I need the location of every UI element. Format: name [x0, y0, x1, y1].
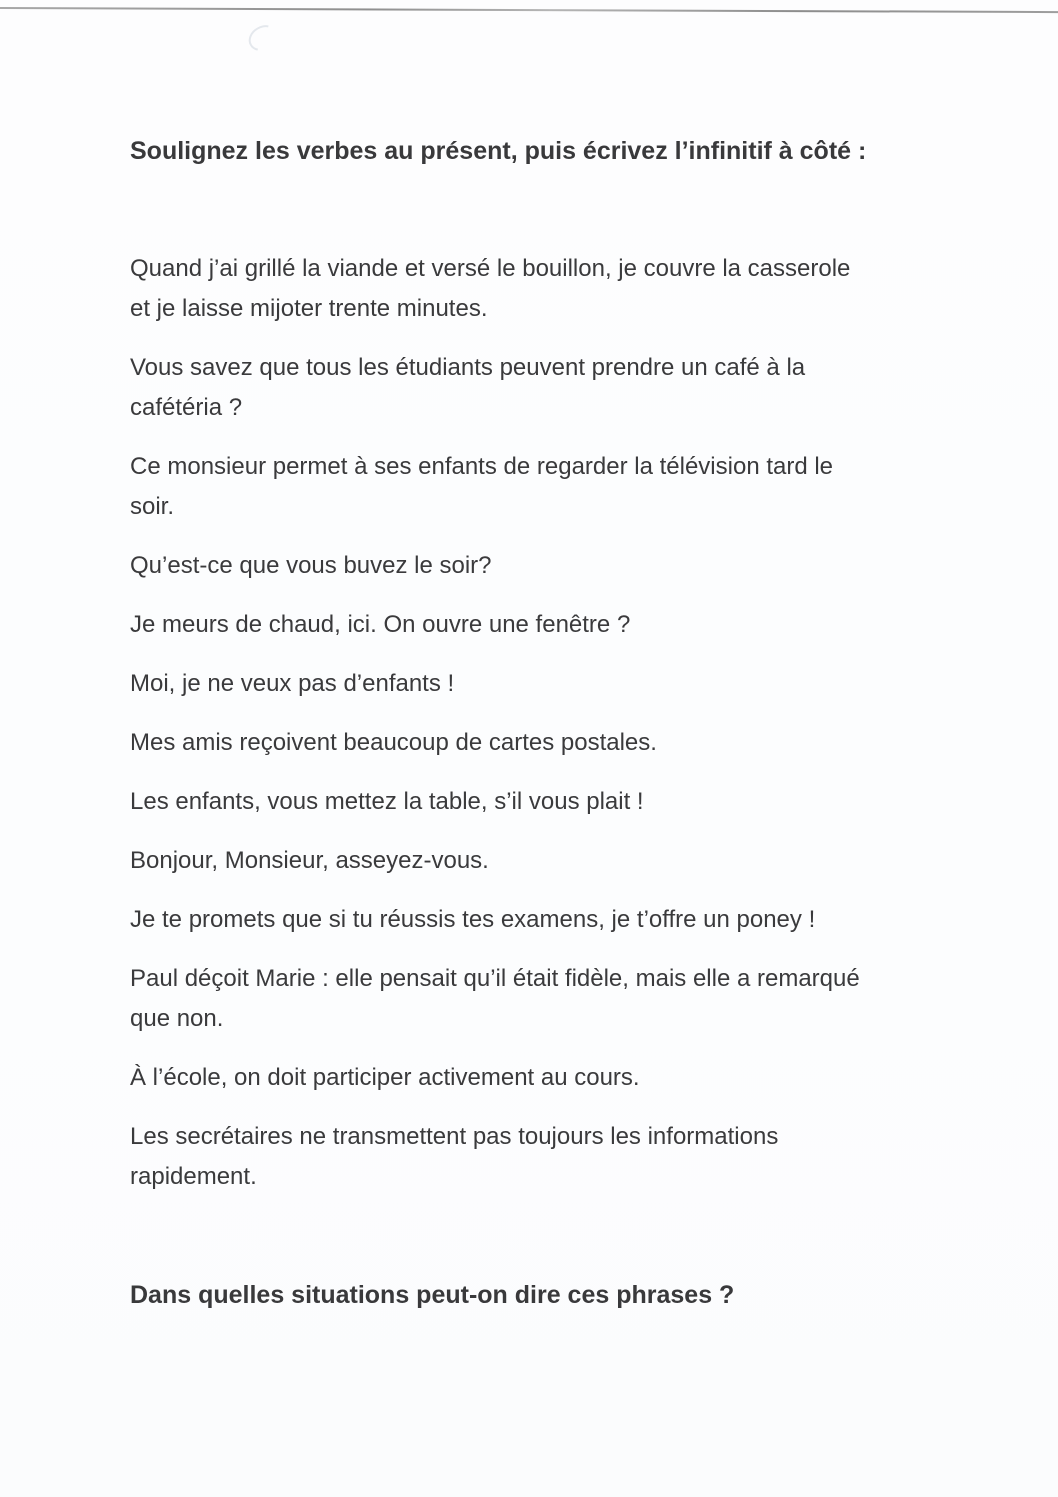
sentence-line: Les secrétaires ne transmettent pas toujours les informations: [130, 1123, 779, 1150]
sentence-line: Paul déçoit Marie : elle pensait qu’il était fidèle, mais elle a remarqué: [130, 965, 860, 992]
sentence-paragraph: [130, 841, 990, 881]
scan-smudge-artifact: [244, 20, 282, 56]
scan-edge-artifact: [0, 7, 1058, 13]
sentence-line: Vous savez que tous les étudiants peuvent prendre un café à la: [130, 354, 806, 381]
sentence-paragraph: [130, 1058, 990, 1098]
sentence-paragraph: [130, 1117, 990, 1197]
sentence-line: Moi, je ne veux pas d’enfants !: [130, 670, 455, 697]
sentence-line: Bonjour, Monsieur, asseyez-vous.: [130, 847, 489, 874]
sentence-paragraph: [130, 605, 990, 645]
sentence-paragraph: [130, 782, 990, 822]
sentence-line: Ce monsieur permet à ses enfants de regarder la télévision tard le: [130, 453, 834, 480]
sentence-line: Je meurs de chaud, ici. On ouvre une fenêtre ?: [130, 611, 631, 638]
sentence-line: que non.: [130, 1005, 224, 1032]
sentence-line: rapidement.: [130, 1163, 257, 1190]
exercise-heading: Soulignez les verbes au présent, puis écrivez l’infinitif à côté :: [130, 137, 867, 165]
sentence-line: Mes amis reçoivent beaucoup de cartes postales.: [130, 729, 657, 756]
sentence-paragraph: [130, 959, 990, 1039]
sentence-paragraph: [130, 900, 990, 940]
sentence-line: Je te promets que si tu réussis tes examens, je t’offre un poney !: [130, 906, 816, 933]
sentence-paragraph: [130, 546, 990, 586]
closing-question: Dans quelles situations peut-on dire ces phrases ?: [130, 1281, 735, 1309]
sentence-paragraph: [130, 723, 990, 763]
sentence-line: soir.: [130, 493, 175, 520]
sentence-paragraph: [130, 664, 990, 704]
sentence-line: Quand j’ai grillé la viande et versé le bouillon, je couvre la casserole: [130, 255, 851, 282]
worksheet-content: [130, 131, 990, 1315]
sentence-line: et je laisse mijoter trente minutes.: [130, 295, 488, 322]
sentence-paragraph: [130, 348, 990, 428]
sentence-line: cafétéria ?: [130, 394, 243, 421]
sentence-line: Qu’est-ce que vous buvez le soir?: [130, 552, 492, 579]
sentence-paragraph: [130, 447, 990, 527]
sentence-line: À l’école, on doit participer activement au cours.: [130, 1064, 640, 1091]
sentence-line: Les enfants, vous mettez la table, s’il vous plait !: [130, 788, 644, 815]
sentence-paragraph: [130, 249, 990, 329]
